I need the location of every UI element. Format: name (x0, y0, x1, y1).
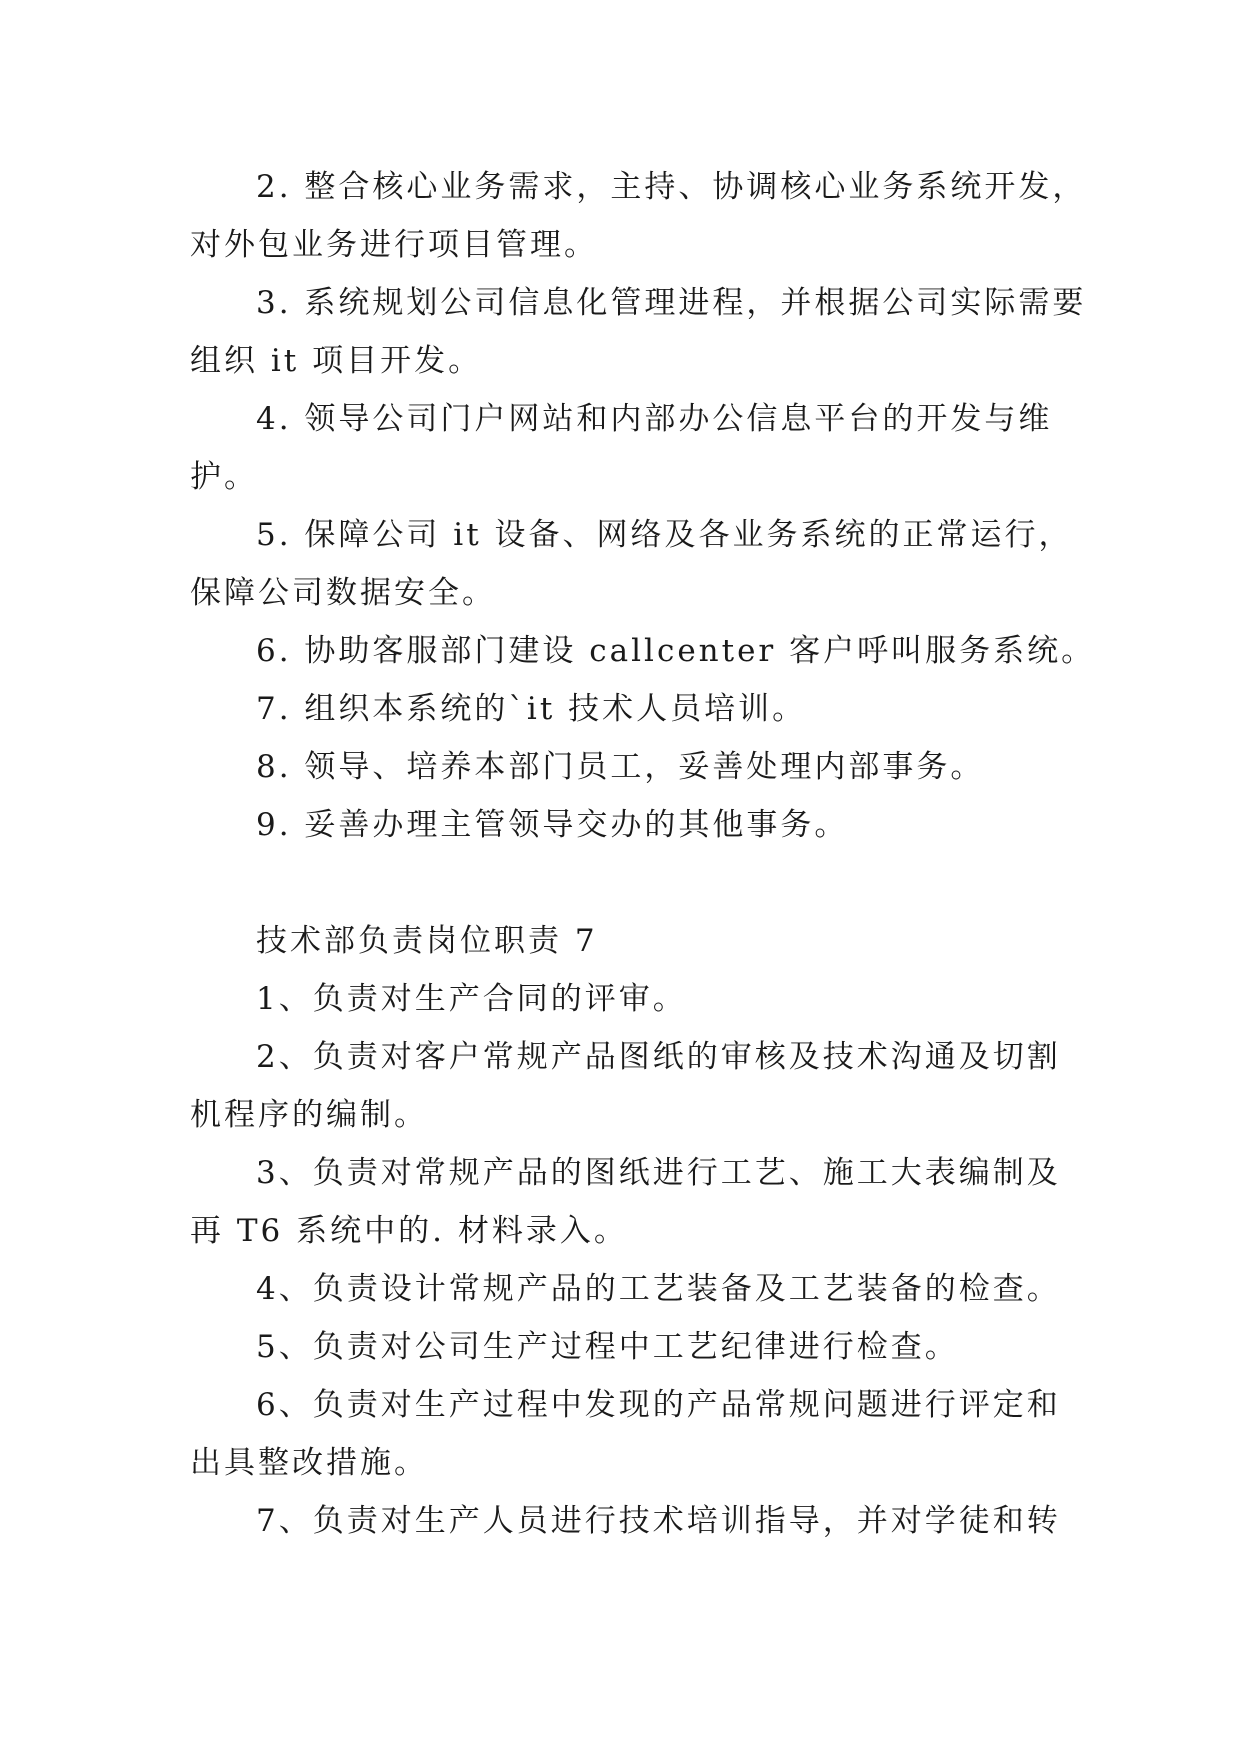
paragraph-line: 1、负责对生产合同的评审。 (256, 981, 687, 1017)
paragraph-line: 护。 (190, 459, 258, 495)
paragraph-line: 3. 系统规划公司信息化管理进程，并根据公司实际需要 (256, 285, 1087, 321)
paragraph-line: 8. 领导、培养本部门员工，妥善处理内部事务。 (256, 749, 985, 785)
paragraph-line: 组织 it 项目开发。 (190, 343, 483, 379)
paragraph-line: 2、负责对客户常规产品图纸的审核及技术沟通及切割 (256, 1039, 1061, 1075)
paragraph-line: 5. 保障公司 it 设备、网络及各业务系统的正常运行， (256, 517, 1073, 553)
paragraph-line: 保障公司数据安全。 (190, 575, 496, 611)
section-heading: 技术部负责岗位职责 7 (256, 923, 598, 959)
paragraph-line: 4、负责设计常规产品的工艺装备及工艺装备的检查。 (256, 1271, 1061, 1307)
paragraph-line: 4. 领导公司门户网站和内部办公信息平台的开发与维 (256, 401, 1053, 437)
paragraph-line: 5、负责对公司生产过程中工艺纪律进行检查。 (256, 1329, 959, 1365)
paragraph-line: 2. 整合核心业务需求，主持、协调核心业务系统开发， (256, 169, 1087, 205)
paragraph-line: 再 T6 系统中的. 材料录入。 (190, 1213, 628, 1249)
paragraph-line: 机程序的编制。 (190, 1097, 428, 1133)
paragraph-line: 对外包业务进行项目管理。 (190, 227, 598, 263)
paragraph-line: 出具整改措施。 (190, 1445, 428, 1481)
paragraph-line: 9. 妥善办理主管领导交办的其他事务。 (256, 807, 849, 843)
paragraph-line: 6. 协助客服部门建设 callcenter 客户呼叫服务系统。 (256, 633, 1096, 669)
paragraph-line: 6、负责对生产过程中发现的产品常规问题进行评定和 (256, 1387, 1061, 1423)
paragraph-line: 7. 组织本系统的`it 技术人员培训。 (256, 691, 807, 727)
paragraph-line: 3、负责对常规产品的图纸进行工艺、施工大表编制及 (256, 1155, 1061, 1191)
paragraph-line: 7、负责对生产人员进行技术培训指导，并对学徒和转 (256, 1503, 1061, 1539)
